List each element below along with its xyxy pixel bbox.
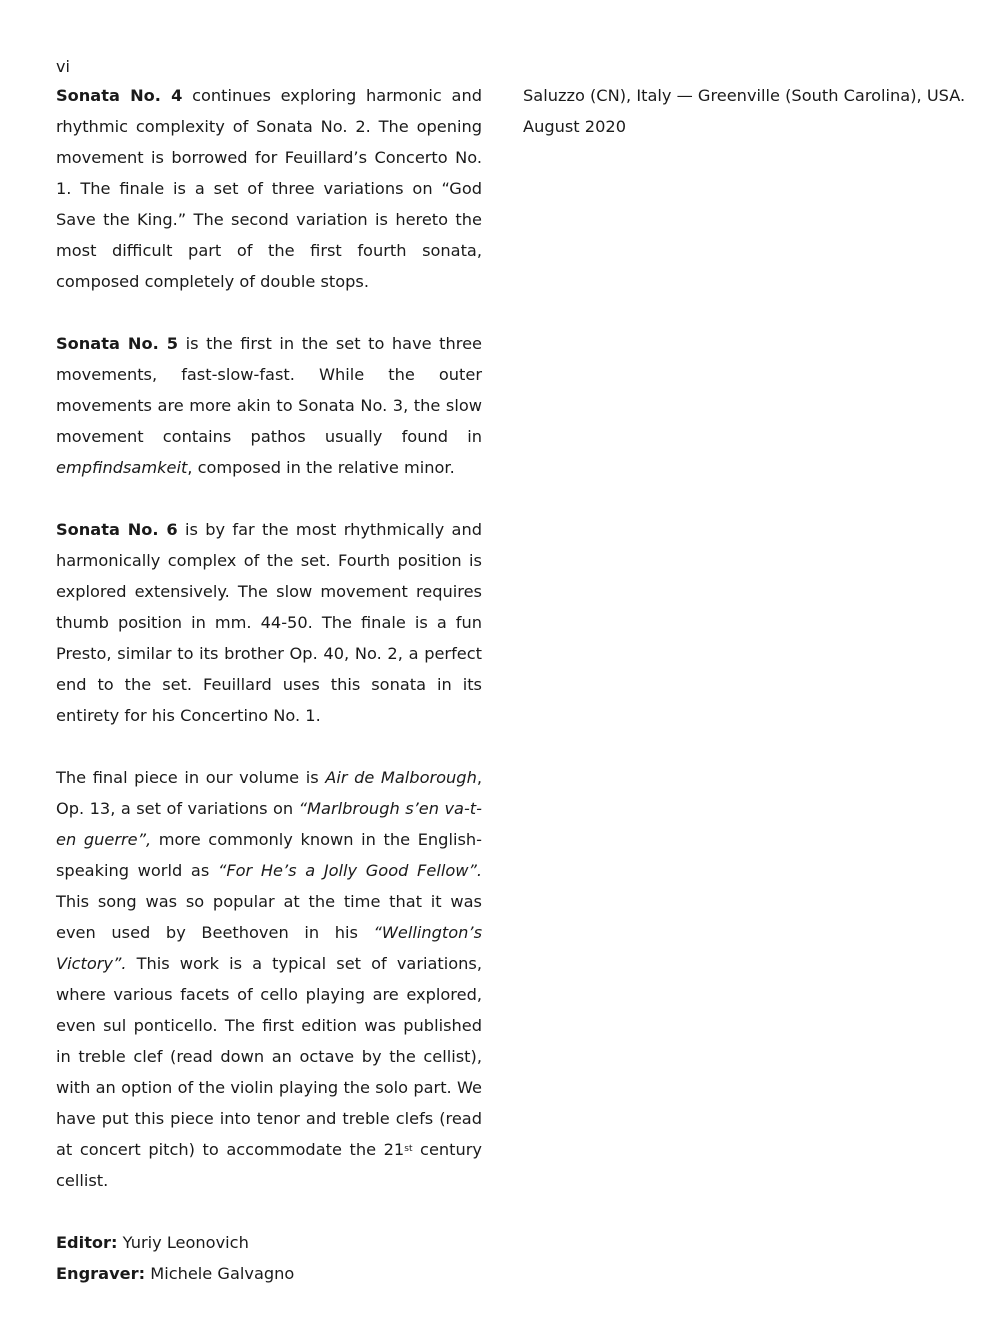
malborough-text-5: This work is a typical set of variations, where various facets of cello playing are explored, even sul ponticello. The first edition was published in treble clef (read down an octave by the cellist), with an option of the violin playing the solo part. We have put this piece into tenor and treble clefs (read at concert pitch) to accommodate the 21 <box>56 954 482 1159</box>
right-column <box>523 80 966 142</box>
editor-line <box>56 1227 482 1258</box>
engraver-label: Engraver: <box>56 1264 146 1283</box>
sonata-6-text: is by far the most rhythmically and harmonically complex of the set. Fourth position is explored extensively. The slow movement requires thumb position in mm. 44-50. The finale is a fun Presto, similar to its brother Op. 40, No. 2, a perfect end to the set. Feuillard uses this sonata in its entirety for his Concertino No. 1. <box>56 520 482 725</box>
malborough-paragraph <box>56 762 482 1196</box>
engraver-line <box>56 1258 482 1289</box>
sonata-4-text: continues exploring harmonic and rhythmic complexity of Sonata No. 2. The opening movement is borrowed for Feuillard’s Concerto No. 1. The finale is a set of three variations on “God Save the King.” The second variation is hereto the most difficult part of the first fourth sonata, composed completely of double stops. <box>56 86 482 291</box>
left-column <box>56 80 482 1289</box>
ordinal-superscript: st <box>404 1144 413 1154</box>
credits <box>56 1227 482 1289</box>
sonata-5-text-after: , composed in the relative minor. <box>187 458 455 477</box>
editor-label: Editor: <box>56 1233 118 1252</box>
sonata-6-paragraph <box>56 514 482 731</box>
malborough-text-2: , Op. 13, a set of variations on <box>56 768 482 818</box>
sonata-6-heading: Sonata No. 6 <box>56 520 178 539</box>
malborough-text-1: The final piece in our volume is <box>56 768 326 787</box>
jolly-good-fellow-title: “For He’s a Jolly Good Fellow”. <box>217 861 482 880</box>
malborough-text-4: This song was so popular at the time that it was even used by Beethoven in his <box>56 892 482 942</box>
sonata-4-heading: Sonata No. 4 <box>56 86 183 105</box>
page-number: vi <box>56 57 70 76</box>
marlbrough-song-title: “Marlbrough s’en va-t-en guerre”, <box>56 799 482 849</box>
sonata-4-paragraph <box>56 80 482 297</box>
editor-name: Yuriy Leonovich <box>117 1233 249 1252</box>
malborough-text-3: more commonly known in the English-speaking world as <box>56 830 482 880</box>
location-line: Saluzzo (CN), Italy — Greenville (South Carolina), USA. <box>523 86 966 105</box>
malborough-text-6: century cellist. <box>56 1140 483 1190</box>
malborough-title: Air de Malborough <box>325 768 477 787</box>
date-line: August 2020 <box>523 117 626 136</box>
sonata-5-italic-term: empfindsamkeit <box>56 458 188 477</box>
sonata-5-paragraph <box>56 328 482 483</box>
sonata-5-heading: Sonata No. 5 <box>56 334 179 353</box>
wellingtons-victory-title: “Wellington’s Victory”. <box>56 923 482 973</box>
engraver-name: Michele Galvagno <box>145 1264 295 1283</box>
sonata-5-text-before: is the first in the set to have three movements, fast-slow-fast. While the outer movements are more akin to Sonata No. 3, the slow movement contains pathos usually found in <box>56 334 482 446</box>
